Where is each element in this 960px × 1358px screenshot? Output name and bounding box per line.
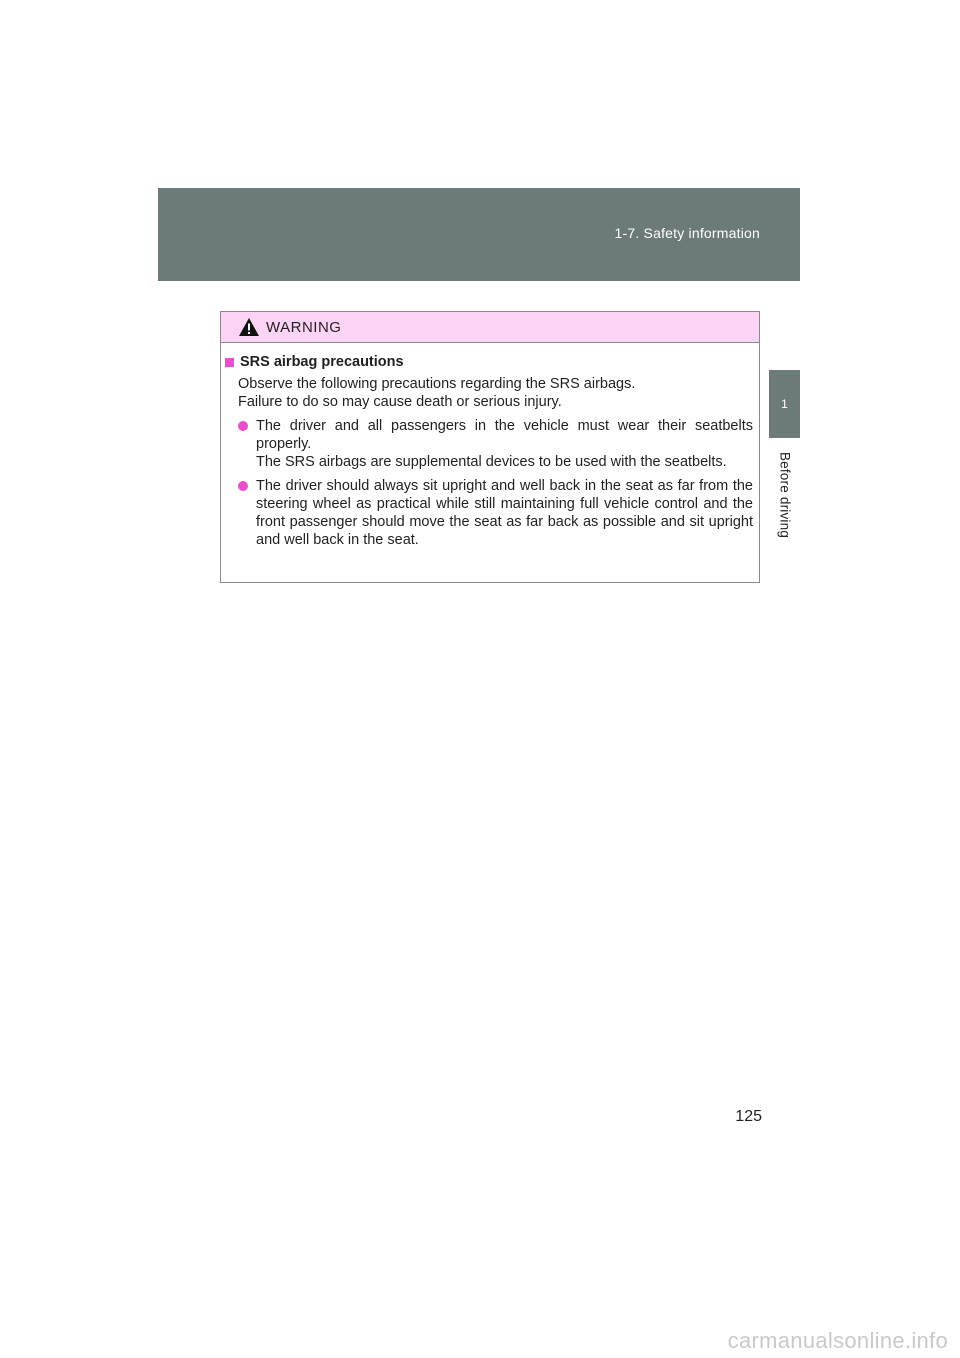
bullet-item [238, 477, 753, 549]
topic-heading [225, 353, 753, 371]
circle-bullet-icon [238, 421, 248, 431]
square-bullet-icon [225, 358, 234, 367]
warning-header [221, 312, 759, 343]
bullet-item [238, 417, 753, 471]
bullet-text: The driver and all passengers in the vehicle must wear their seatbelts properly. [256, 418, 753, 452]
intro-paragraph [238, 375, 753, 411]
intro-line: Observe the following precautions regarding the SRS airbags. [238, 376, 636, 392]
watermark-link[interactable]: carmanualsonline.info [727, 1328, 948, 1353]
topic-heading-text: SRS airbag precautions [240, 354, 404, 370]
warning-body [221, 343, 759, 549]
circle-bullet-icon [238, 481, 248, 491]
bullet-extra-text: The SRS airbags are supplemental devices to be used with the seatbelts. [256, 454, 727, 470]
warning-triangle-icon [238, 317, 260, 337]
warning-title: WARNING [266, 318, 342, 336]
chapter-number: 1 [781, 397, 788, 411]
page-number: 125 [735, 1108, 762, 1125]
chapter-label: Before driving [777, 451, 793, 539]
chapter-tab[interactable] [769, 370, 800, 438]
warning-box [220, 311, 760, 583]
header-band [158, 188, 800, 281]
section-title: 1-7. Safety information [614, 225, 760, 241]
bullet-text: The driver should always sit upright and well back in the seat as far from the steering wheel as practical while still maintaining full vehicle control and the front passenger should move the seat as far back as possible and sit upright and well back in the seat. [256, 478, 753, 548]
intro-line: Failure to do so may cause death or serious injury. [238, 394, 562, 410]
